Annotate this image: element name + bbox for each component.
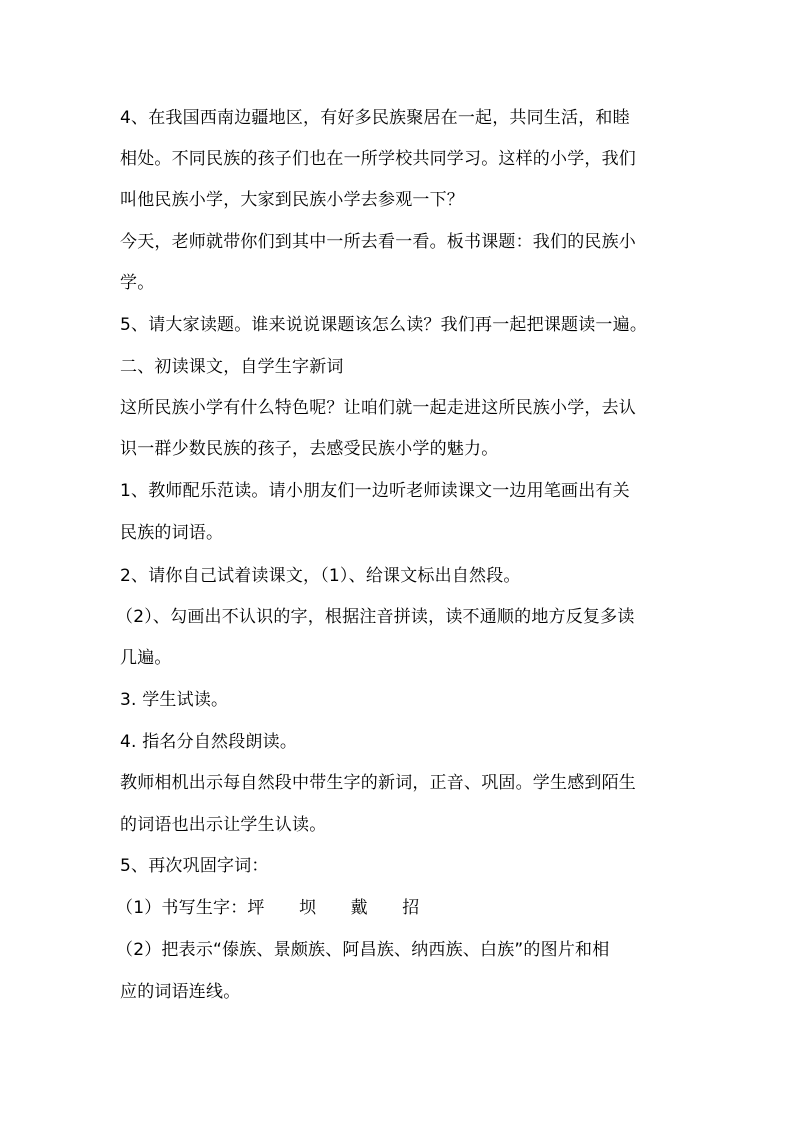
paragraph-line: 2、请你自己试着读课文，（1）、给课文标出自然段。: [120, 566, 521, 586]
paragraph-line: 教师相机出示每自然段中带生字的新词，正音、巩固。学生感到陌生: [120, 773, 636, 793]
paragraph-line: （2）把表示“傣族、景颇族、阿昌族、纳西族、白族”的图片和相: [116, 940, 610, 960]
paragraph-line: 的词语也出示让学生认读。: [120, 815, 327, 835]
paragraph-line: 民族的词语。: [120, 523, 224, 543]
paragraph-line: 5、再次巩固字词：: [120, 856, 269, 876]
paragraph-line: 3. 学生试读。: [120, 690, 229, 710]
paragraph-line: 1、教师配乐范读。请小朋友们一边听老师读课文一边用笔画出有关: [120, 481, 630, 501]
paragraph-line: （2）、勾画出不认识的字，根据注音拼读，读不通顺的地方反复多读: [116, 607, 635, 627]
paragraph-line: 识一群少数民族的孩子，去感受民族小学的魅力。: [120, 439, 499, 459]
paragraph-line: 应的词语连线。: [120, 982, 241, 1002]
paragraph-line: 这所民族小学有什么特色呢？让咱们就一起走进这所民族小学，去认: [120, 398, 636, 418]
paragraph-line: 今天，老师就带你们到其中一所去看一看。板书课题：我们的民族小: [120, 232, 636, 252]
paragraph-line: 几遍。: [120, 648, 172, 668]
paragraph-line: 4、在我国西南边疆地区，有好多民族聚居在一起，共同生活，和睦: [120, 108, 630, 128]
paragraph-line: 4. 指名分自然段朗读。: [120, 732, 298, 752]
paragraph-line: 5、请大家读题。谁来说说课题该怎么读？我们再一起把课题读一遍。: [120, 315, 648, 335]
section-heading: 二、初读课文，自学生字新词: [120, 357, 344, 377]
paragraph-line: （1）书写生字：坪 坝 戴 招: [116, 898, 420, 918]
paragraph-line: 相处。不同民族的孩子们也在一所学校共同学习。这样的小学，我们: [120, 149, 636, 169]
paragraph-line: 学。: [120, 273, 155, 293]
paragraph-line: 叫他民族小学，大家到民族小学去参观一下？: [120, 190, 464, 210]
